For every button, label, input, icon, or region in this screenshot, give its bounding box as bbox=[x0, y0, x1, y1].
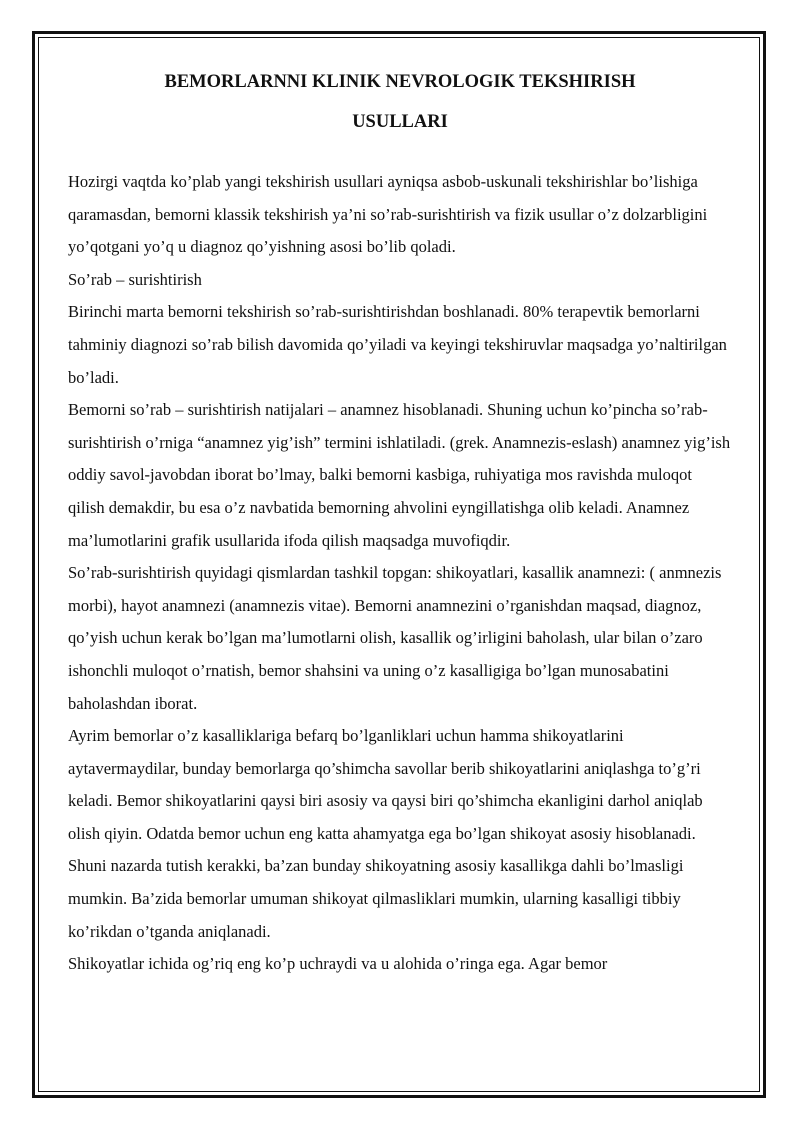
document-title bbox=[68, 62, 732, 142]
paragraph-complaints: Ayrim bemorlar o’z kasalliklariga befarq bo’lganliklari uchun hamma shikoyatlarini aytavermaydilar, bunday bemorlarga qo’shimcha savollar berib shikoyatlarini aniqlashga to’g’ri keladi. Bemor shikoyatlarini qaysi biri asosiy va qaysi biri qo’shimcha ekanligini darhol aniqlab olish qiyin. Odatda bemor uchun eng katta ahamyatga ega bo’lgan shikoyat asosiy hisoblanadi. Shuni nazarda tutish kerakki, ba’zan bunday shikoyatning asosiy kasallikga dahli bo’lmasligi mumkin. Ba’zida bemorlar umuman shikoyat qilmasliklari mumkin, ularning kasalligi tibbiy ko’rikdan o’tganda aniqlanadi. bbox=[68, 726, 703, 941]
title-line-1: BEMORLARNNI KLINIK NEVROLOGIK TEKSHIRISH bbox=[164, 72, 636, 92]
document-body bbox=[68, 62, 732, 981]
paragraph-anamnesis: Bemorni so’rab – surishtirish natijalari – anamnez hisoblanadi. Shuning uchun ko’pincha so’rab-surishtirish o’rniga “anamnez yig’ish” termini ishlatiladi. (grek. Anamnezis-eslash) anamnez yig’ish oddiy savol-javobdan iborat bo’lmay, balki bemorni kasbiga, ruhiyatiga mos ravishda muloqot qilish demakdir, bu esa o’z navbatida bemorning ahvolini eyngillatishga olib keladi. Anamnez ma’lumotlarini grafik usullarida ifoda qilish maqsadga muvofiqdir. bbox=[68, 400, 731, 550]
title-line-2: USULLARI bbox=[352, 112, 448, 132]
paragraph-survey-parts: So’rab-surishtirish quyidagi qismlardan tashkil topgan: shikoyatlari, kasallik anamnezi: ( anmnezis morbi), hayot anamnezi (anamnezis vitae). Bemorni anamnezini o’rganishdan maqsad, diagnoz, qo’yish uchun kerak bo’lgan ma’lumotlarni olish, kasallik og’irligini baholash, ular bilan o’zaro ishonchli muloqot o’rnatish, bemor shahsini va uning o’z kasalligiga bo’lgan munosabatini baholashdan iborat. bbox=[68, 563, 722, 713]
paragraph-intro: Hozirgi vaqtda ko’plab yangi tekshirish usullari ayniqsa asbob-uskunali tekshirishlar bo’lishiga qaramasdan, bemorni klassik tekshirish ya’ni so’rab-surishtirish va fizik usullar o’z dolzarbligini yo’qotgani yo’q u diagnoz qo’yishning asosi bo’lib qoladi. bbox=[68, 172, 708, 257]
paragraph-first-exam: Birinchi marta bemorni tekshirish so’rab-surishtirishdan boshlanadi. 80% terapevtik bemorlarni tahminiy diagnozi so’rab bilish davomida qo’yiladi va keyingi tekshiruvlar maqsadga yo’naltirilgan bo’ladi. bbox=[68, 302, 727, 387]
section-heading-survey: So’rab – surishtirish bbox=[68, 269, 202, 289]
paragraph-pain: Shikoyatlar ichida og’riq eng ko’p uchraydi va u alohida o’ringa ega. Agar bemor bbox=[68, 954, 608, 974]
